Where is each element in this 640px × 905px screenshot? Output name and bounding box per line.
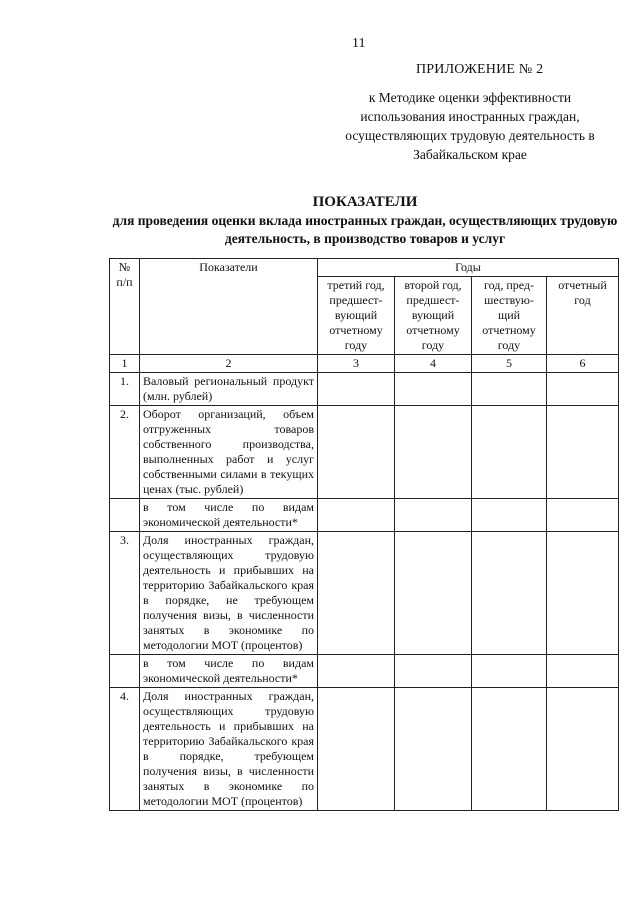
- value-cell: [547, 406, 619, 499]
- row-number: [110, 655, 140, 688]
- document-heading: [95, 192, 635, 248]
- header-years: Годы: [318, 259, 619, 277]
- value-cell: [395, 655, 472, 688]
- column-number: 1: [110, 355, 140, 373]
- indicators-table: [109, 258, 619, 811]
- header-year-col: второй год, предшест-вующий отчетному году: [395, 277, 472, 355]
- column-number: 5: [472, 355, 547, 373]
- value-cell: [318, 655, 395, 688]
- header-year-col: третий год, предшест-вующий отчетному году: [318, 277, 395, 355]
- row-number: 3.: [110, 532, 140, 655]
- header-year-col: отчетный год: [547, 277, 619, 355]
- value-cell: [318, 532, 395, 655]
- page-number: 11: [352, 36, 366, 51]
- value-cell: [472, 688, 547, 811]
- header-num: № п/п: [110, 259, 140, 355]
- row-indicator: в том числе по видам экономической деятельности*: [140, 655, 318, 688]
- table-row: [110, 655, 619, 688]
- column-number: 2: [140, 355, 318, 373]
- table-row: [110, 688, 619, 811]
- table-row: [110, 532, 619, 655]
- value-cell: [547, 688, 619, 811]
- appendix-subtitle: к Методике оценки эффективности использования иностранных граждан, осуществляющих трудовую деятельность в Забайкальском крае: [345, 90, 595, 162]
- row-indicator: Доля иностранных граждан, осуществляющих трудовую деятельность и прибывших на территорию Забайкальского края в порядке, требующем получения визы, в численности занятых в экономике по методологии МОТ (процентов): [140, 688, 318, 811]
- table-row: [110, 406, 619, 499]
- value-cell: [318, 499, 395, 532]
- value-cell: [472, 373, 547, 406]
- value-cell: [318, 688, 395, 811]
- table-row: [110, 373, 619, 406]
- column-number-row: [110, 355, 619, 373]
- table-row: [110, 499, 619, 532]
- row-number: 1.: [110, 373, 140, 406]
- heading-subtitle: для проведения оценки вклада иностранных граждан, осуществляющих трудовую деятельность, в производство товаров и услуг: [112, 213, 618, 246]
- value-cell: [395, 373, 472, 406]
- value-cell: [395, 688, 472, 811]
- header-year-col: год, пред-шествую-щий отчетному году: [472, 277, 547, 355]
- row-indicator: Доля иностранных граждан, осуществляющих трудовую деятельность и прибывших на территорию Забайкальского края в порядке, не требующем получения визы, в численности занятых в экономике по методологии МОТ (процентов): [140, 532, 318, 655]
- value-cell: [318, 373, 395, 406]
- row-indicator: в том числе по видам экономической деятельности*: [140, 499, 318, 532]
- row-number: 4.: [110, 688, 140, 811]
- value-cell: [395, 499, 472, 532]
- row-number: [110, 499, 140, 532]
- value-cell: [547, 499, 619, 532]
- value-cell: [318, 406, 395, 499]
- column-number: 6: [547, 355, 619, 373]
- value-cell: [395, 532, 472, 655]
- heading-title: ПОКАЗАТЕЛИ: [312, 194, 418, 210]
- column-number: 4: [395, 355, 472, 373]
- value-cell: [472, 406, 547, 499]
- column-number: 3: [318, 355, 395, 373]
- value-cell: [547, 532, 619, 655]
- row-indicator: Оборот организаций, объем отгруженных товаров собственного производства, выполненных работ и услуг собственными силами в текущих ценах (тыс. рублей): [140, 406, 318, 499]
- row-indicator: Валовый региональный продукт (млн. рублей): [140, 373, 318, 406]
- value-cell: [547, 655, 619, 688]
- header-indicator: Показатели: [140, 259, 318, 355]
- value-cell: [472, 655, 547, 688]
- value-cell: [547, 373, 619, 406]
- value-cell: [472, 532, 547, 655]
- value-cell: [472, 499, 547, 532]
- value-cell: [395, 406, 472, 499]
- appendix-title: ПРИЛОЖЕНИЕ № 2: [416, 62, 544, 77]
- row-number: 2.: [110, 406, 140, 499]
